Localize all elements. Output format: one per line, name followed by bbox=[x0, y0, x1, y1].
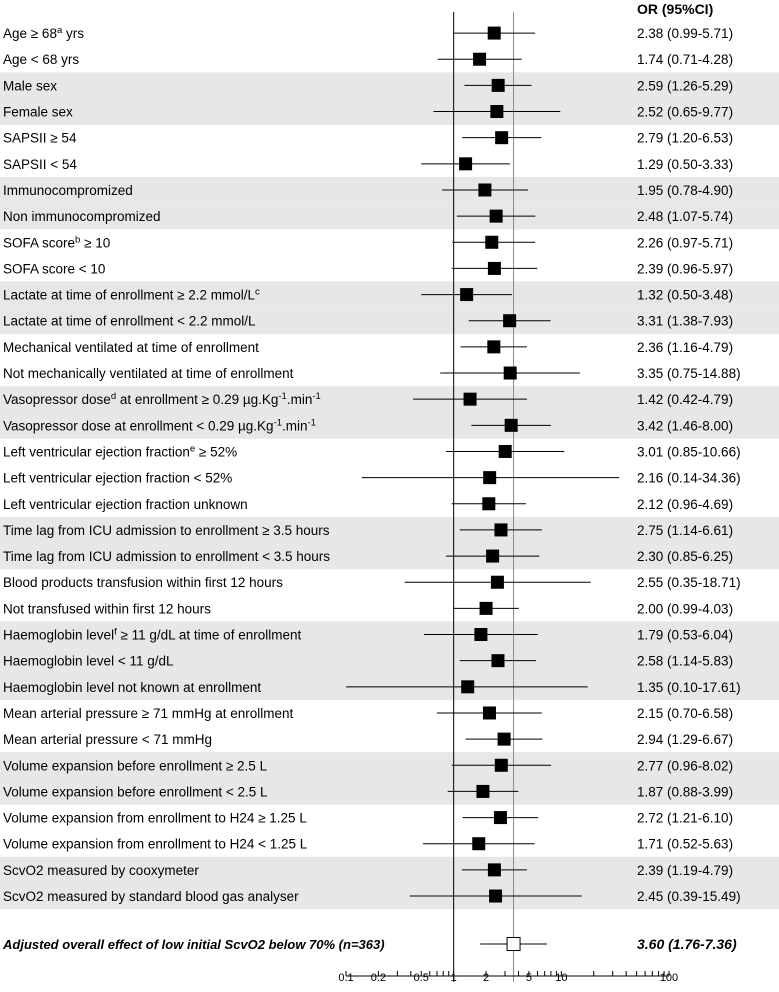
forest-row bbox=[3, 575, 741, 590]
row-label: Left ventricular ejection fraction unknown bbox=[3, 496, 248, 512]
or-ci-value: 1.42 (0.42-4.79) bbox=[637, 392, 734, 408]
or-ci-value: 2.55 (0.35-18.71) bbox=[637, 575, 741, 591]
row-label: Left ventricular ejection fraction$^e$ ≥ 52% bbox=[3, 442, 238, 460]
or-marker bbox=[487, 340, 500, 353]
row-label: Time lag from ICU admission to enrollment < 3.5 hours bbox=[3, 549, 331, 565]
or-ci-value: 2.77 (0.96-8.02) bbox=[637, 758, 734, 774]
x-axis-tick-label: 2 bbox=[483, 972, 490, 984]
or-ci-value: 2.79 (1.20-6.53) bbox=[637, 130, 734, 146]
or-ci-value: 1.29 (0.50-3.33) bbox=[637, 156, 734, 172]
row-label: Blood products transfusion within first 12 hours bbox=[3, 575, 283, 591]
or-ci-value: 2.36 (1.16-4.79) bbox=[637, 339, 734, 355]
or-marker bbox=[476, 785, 489, 798]
or-ci-value: 3.01 (0.85-10.66) bbox=[637, 444, 741, 460]
overall-ci-value: 3.60 (1.76-7.36) bbox=[637, 936, 737, 952]
or-ci-value: 2.26 (0.97-5.71) bbox=[637, 235, 734, 251]
or-ci-value: 1.87 (0.88-3.99) bbox=[637, 784, 734, 800]
row-label: Lactate at time of enrollment < 2.2 mmol/L bbox=[3, 313, 256, 329]
or-marker bbox=[504, 367, 517, 380]
row-label: Not transfused within first 12 hours bbox=[3, 601, 211, 617]
or-marker bbox=[478, 183, 491, 196]
forest-row bbox=[3, 706, 733, 721]
or-marker bbox=[491, 654, 504, 667]
or-marker bbox=[494, 811, 507, 824]
or-marker bbox=[472, 837, 485, 850]
or-ci-value: 2.15 (0.70-6.58) bbox=[637, 705, 734, 721]
or-marker bbox=[460, 288, 473, 301]
or-ci-value: 2.38 (0.99-5.71) bbox=[637, 26, 734, 42]
forest-row bbox=[3, 601, 733, 616]
or-marker bbox=[491, 576, 504, 589]
row-label: Vasopressor dose at enrollment < 0.29 $\mu g.Kg^{-1}.\min^{-1}$ bbox=[3, 416, 316, 434]
or-ci-value: 2.94 (1.29-6.67) bbox=[637, 732, 734, 748]
row-label: Female sex bbox=[3, 104, 73, 120]
row-label: Age ≥ $68^a$ yrs bbox=[3, 24, 84, 42]
or-marker bbox=[488, 863, 501, 876]
forest-row bbox=[3, 837, 733, 852]
or-ci-value: 1.35 (0.10-17.61) bbox=[637, 679, 741, 695]
row-label: Haemoglobin level < 11 g/dL bbox=[3, 653, 174, 669]
forest-row bbox=[3, 234, 733, 251]
row-label: Haemoglobin level$^f$ ≥ 11 g/dL at time of enrollment bbox=[3, 626, 302, 643]
overall-label: Adjusted overall effect of low initial ScvO2 below 70% (n=363) bbox=[3, 937, 385, 952]
or-marker bbox=[505, 419, 518, 432]
or-ci-value: 2.59 (1.26-5.29) bbox=[637, 78, 734, 94]
forest-row bbox=[3, 340, 733, 355]
or-ci-value: 2.00 (0.99-4.03) bbox=[637, 601, 734, 617]
row-label: Lactate at time of enrollment ≥ 2.2 mmol/$L^c$ bbox=[3, 286, 260, 303]
forest-row bbox=[3, 157, 733, 172]
row-label: SOFA score$^b$ ≥ 10 bbox=[3, 233, 111, 251]
or-ci-value: 3.31 (1.38-7.93) bbox=[637, 313, 734, 329]
or-ci-value: 1.95 (0.78-4.90) bbox=[637, 182, 734, 198]
or-ci-value: 2.16 (0.14-34.36) bbox=[637, 470, 741, 486]
overall-marker bbox=[507, 938, 520, 951]
forest-row bbox=[3, 52, 733, 67]
x-axis-tick-label: 10 bbox=[555, 972, 568, 984]
or-marker bbox=[499, 445, 512, 458]
or-marker bbox=[483, 471, 496, 484]
or-marker bbox=[490, 105, 503, 118]
forest-row bbox=[3, 811, 733, 826]
row-label: Mechanical ventilated at time of enrollment bbox=[3, 339, 259, 355]
or-marker bbox=[495, 131, 508, 144]
row-label: SOFA score < 10 bbox=[3, 261, 106, 277]
row-label: Time lag from ICU admission to enrollment ≥ 3.5 hours bbox=[3, 522, 330, 538]
or-marker bbox=[480, 602, 493, 615]
or-marker bbox=[503, 314, 516, 327]
x-axis-tick-label: 100 bbox=[659, 972, 679, 984]
or-marker bbox=[474, 628, 487, 641]
row-label: Volume expansion before enrollment < 2.5 L bbox=[3, 784, 268, 800]
forest-row bbox=[3, 366, 741, 381]
or-ci-value: 1.71 (0.52-5.63) bbox=[637, 836, 734, 852]
row-label: Age < 68 yrs bbox=[3, 52, 80, 68]
or-ci-value: 1.79 (0.53-6.04) bbox=[637, 627, 734, 643]
or-ci-value: 2.39 (1.19-4.79) bbox=[637, 862, 734, 878]
row-label: SAPSII < 54 bbox=[3, 156, 77, 172]
or-ci-value: 3.42 (1.46-8.00) bbox=[637, 418, 734, 434]
row-label: ScvO2 measured by cooxymeter bbox=[3, 862, 199, 878]
or-marker bbox=[473, 53, 486, 66]
row-label: Volume expansion from enrollment to H24 < 1.25 L bbox=[3, 836, 308, 852]
or-marker bbox=[494, 523, 507, 536]
or-ci-value: 1.74 (0.71-4.28) bbox=[637, 52, 734, 68]
or-marker bbox=[482, 497, 495, 510]
forest-row bbox=[3, 443, 741, 460]
row-label: Vasopressor dose$^d$ at enrollment ≥ 0.29 $\mu g.Kg^{-1}.\min^{-1}$ bbox=[3, 390, 321, 408]
or-ci-value: 2.52 (0.65-9.77) bbox=[637, 104, 734, 120]
row-label: Volume expansion before enrollment ≥ 2.5 L bbox=[3, 758, 268, 774]
row-label: SAPSII ≥ 54 bbox=[3, 130, 77, 146]
forest-row bbox=[3, 25, 733, 42]
or-ci-header: OR (95%CI) bbox=[637, 1, 714, 17]
x-axis-tick-label: 0.1 bbox=[338, 972, 354, 984]
row-label: Haemoglobin level not known at enrollment bbox=[3, 679, 262, 695]
or-ci-value: 2.75 (1.14-6.61) bbox=[637, 522, 734, 538]
row-label: Mean arterial pressure < 71 mmHg bbox=[3, 732, 212, 748]
or-marker bbox=[492, 79, 505, 92]
forest-row bbox=[3, 497, 733, 512]
or-marker bbox=[488, 27, 501, 40]
or-marker bbox=[461, 680, 474, 693]
forest-row bbox=[3, 471, 741, 486]
or-marker bbox=[483, 706, 496, 719]
or-ci-value: 2.58 (1.14-5.83) bbox=[637, 653, 734, 669]
x-axis-tick-label: 0.5 bbox=[413, 972, 429, 984]
or-marker bbox=[498, 733, 511, 746]
row-label: ScvO2 measured by standard blood gas analyser bbox=[3, 889, 299, 905]
forest-row bbox=[3, 732, 733, 747]
forest-row bbox=[3, 131, 733, 146]
or-marker bbox=[488, 262, 501, 275]
or-ci-value: 2.72 (1.21-6.10) bbox=[637, 810, 734, 826]
or-marker bbox=[495, 759, 508, 772]
or-ci-value: 2.30 (0.85-6.25) bbox=[637, 549, 734, 565]
row-label: Mean arterial pressure ≥ 71 mmHg at enrollment bbox=[3, 705, 294, 721]
or-ci-value: 2.48 (1.07-5.74) bbox=[637, 209, 734, 225]
or-ci-value: 2.12 (0.96-4.69) bbox=[637, 496, 734, 512]
or-ci-value: 1.32 (0.50-3.48) bbox=[637, 287, 734, 303]
or-marker bbox=[486, 550, 499, 563]
row-label: Volume expansion from enrollment to H24 ≥ 1.25 L bbox=[3, 810, 307, 826]
or-ci-value: 2.39 (0.96-5.97) bbox=[637, 261, 734, 277]
or-marker bbox=[459, 157, 472, 170]
x-axis-tick-label: 5 bbox=[525, 972, 532, 984]
or-ci-value: 2.45 (0.39-15.49) bbox=[637, 889, 741, 905]
row-label: Non immunocompromized bbox=[3, 209, 161, 225]
forest-row bbox=[3, 261, 733, 276]
or-marker bbox=[489, 890, 502, 903]
row-label: Immunocompromized bbox=[3, 182, 133, 198]
row-label: Male sex bbox=[3, 78, 58, 94]
row-label: Left ventricular ejection fraction < 52% bbox=[3, 470, 233, 486]
row-label: Not mechanically ventilated at time of enrollment bbox=[3, 366, 294, 382]
or-marker bbox=[464, 393, 477, 406]
or-ci-value: 3.35 (0.75-14.88) bbox=[637, 366, 741, 382]
x-axis-tick-label: 1 bbox=[450, 972, 457, 984]
or-marker bbox=[485, 236, 498, 249]
or-marker bbox=[490, 210, 503, 223]
x-axis-tick-label: 0.2 bbox=[370, 972, 387, 984]
